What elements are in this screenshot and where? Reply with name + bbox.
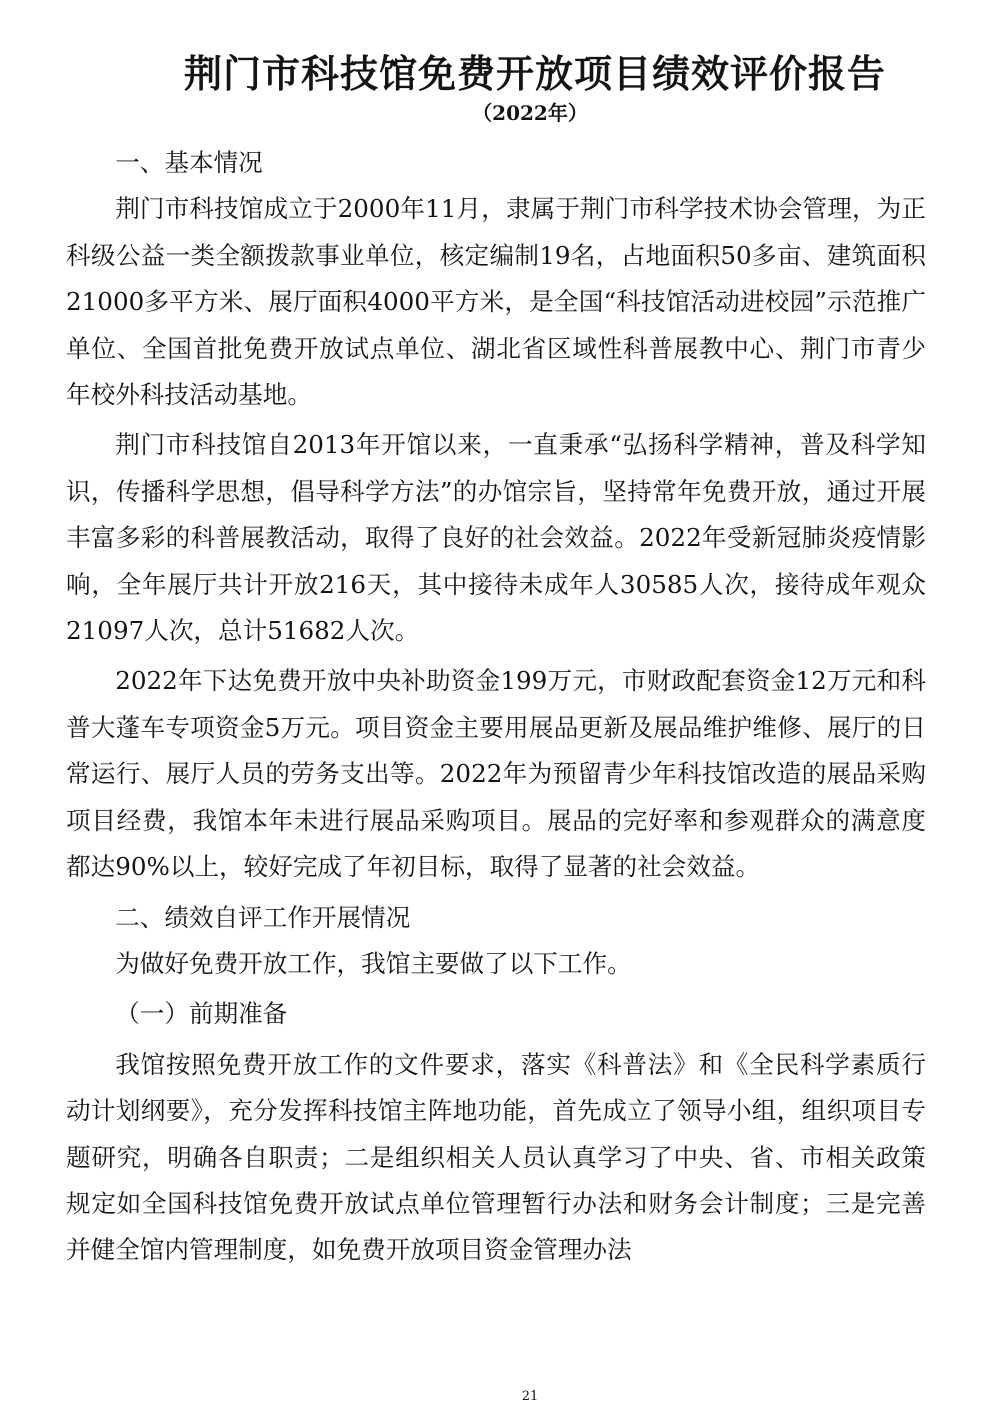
section-heading: 二、绩效自评工作开展情况 bbox=[115, 902, 411, 932]
section-heading: 一、基本情况 bbox=[115, 148, 263, 177]
report-subtitle: （2022年） bbox=[472, 101, 588, 125]
body-paragraph: 为做好免费开放工作，我馆主要做了以下工作。 bbox=[115, 948, 632, 978]
body-paragraph: 2022年下达免费开放中央补助资金199万元，市财政配套资金12万元和科普大蓬车专项资金5万元。项目资金主要用展品更新及展品维护维修、展厅的日常运行、展厅人员的劳务支出等。2022年为预留青少年科技馆改造的展品采购项目经费，我馆本年未进行展品采购项目。展品的完好率和参观群众的满意度都达90%以上，较好完成了年初目标，取得了显著的社会效益。 bbox=[66, 666, 926, 882]
page-number: 21 bbox=[521, 1389, 539, 1404]
body-paragraph: 荆门市科技馆自2013年开馆以来，一直秉承“弘扬科学精神，普及科学知识，传播科学思想，倡导科学方法”的办馆宗旨，坚持常年免费开放，通过开展丰富多彩的科普展教活动，取得了良好的社会效益。2022年受新冠肺炎疫情影响，全年展厅共计开放216天，其中接待未成年人30585人次，接待成年观众21097人次，总计51682人次。 bbox=[66, 430, 926, 646]
body-paragraph: 我馆按照免费开放工作的文件要求，落实《科普法》和《全民科学素质行动计划纲要》，充分发挥科技馆主阵地功能，首先成立了领导小组，组织项目专题研究，明确各自职责；二是组织相关人员认真学习了中央、省、市相关政策规定如全国科技馆免费开放试点单位管理暂行办法和财务会计制度；三是完善并健全馆内管理制度，如免费开放项目资金管理办法 bbox=[66, 1049, 926, 1265]
document-body bbox=[66, 140, 926, 1274]
report-title: 荆门市科技馆免费开放项目绩效评价报告 bbox=[183, 52, 886, 96]
subsection-heading: （一）前期准备 bbox=[115, 999, 288, 1029]
body-paragraph: 荆门市科技馆成立于2000年11月，隶属于荆门市科学技术协会管理，为正科级公益一类全额拨款事业单位，核定编制19名，占地面积50多亩、建筑面积21000多平方米、展厅面积4000平方米，是全国“科技馆活动进校园”示范推广单位、全国首批免费开放试点单位、湖北省区域性科普展教中心、荆门市青少年校外科技活动基地。 bbox=[66, 194, 926, 410]
